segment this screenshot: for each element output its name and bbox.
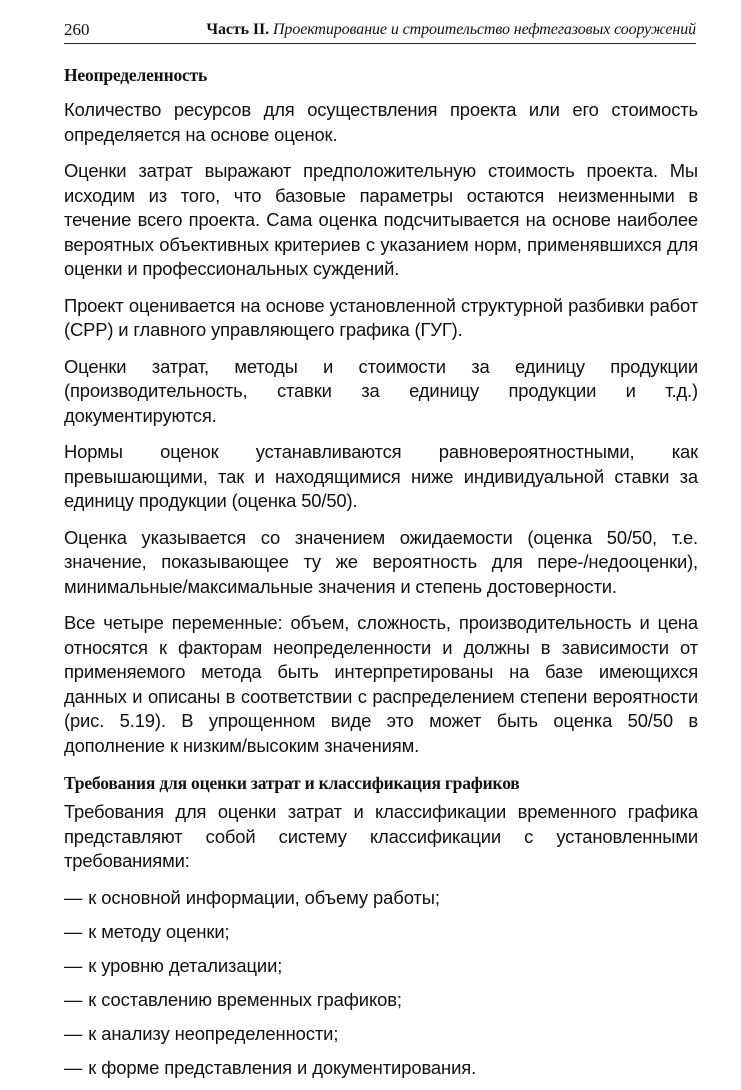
section-heading: Неопределенность bbox=[64, 65, 208, 85]
page-content bbox=[64, 62, 698, 1090]
list-item-text: к методу оценки; bbox=[88, 920, 230, 942]
part-label: Часть II. bbox=[206, 21, 270, 38]
list-dash: — bbox=[64, 886, 83, 908]
part-title: Проектирование и строительство нефтегазовых сооружений bbox=[272, 21, 696, 38]
paragraph: Требования для оценки затрат и классификации временного графика представляют собой систему классификации с установленными требованиями: bbox=[64, 801, 698, 871]
list-item-text: к форме представления и документирования. bbox=[88, 1056, 477, 1078]
requirements-list bbox=[64, 886, 698, 1080]
list-item bbox=[64, 1022, 698, 1046]
paragraph: Проект оценивается на основе установленной структурной разбивки работ (СРР) и главного управляющего графика (ГУГ). bbox=[64, 294, 698, 340]
running-title bbox=[206, 19, 696, 41]
paragraph: Оценки затрат выражают предположительную стоимость проекта. Мы исходим из того, что базовые параметры остаются неизменными в течение всего проекта. Сама оценка подсчитывается на основе наиболее вероятных объективных критериев с указанием норм, применявшихся для оценки и профессиональных суждений. bbox=[64, 160, 698, 279]
list-item-text: к составлению временных графиков; bbox=[88, 988, 402, 1010]
list-item bbox=[64, 886, 698, 910]
running-header bbox=[64, 19, 696, 44]
list-item-text: к уровню детализации; bbox=[88, 954, 283, 976]
paragraph: Оценка указывается со значением ожидаемости (оценка 50/50, т.е. значение, показывающее ту же вероятность для пере-/недооценки), минимальные/максимальные значения и степень достоверности. bbox=[64, 526, 698, 597]
list-dash: — bbox=[64, 920, 83, 942]
list-dash: — bbox=[64, 1056, 83, 1078]
paragraph: Нормы оценок устанавливаются равновероятностными, как превышающими, так и находящимися ниже индивидуальной ставки за единицу продукции (оценка 50/50). bbox=[64, 441, 698, 511]
list-item bbox=[64, 920, 698, 944]
section-heading: Требования для оценки затрат и классификация графиков bbox=[64, 773, 520, 793]
list-item bbox=[64, 954, 698, 978]
list-item-text: к анализу неопределенности; bbox=[88, 1022, 339, 1044]
paragraph: Оценки затрат, методы и стоимости за единицу продукции (производительность, ставки за единицу продукции и т.д.) документируются. bbox=[64, 355, 698, 426]
list-item-text: к основной информации, объему работы; bbox=[88, 886, 440, 908]
list-item bbox=[64, 1056, 698, 1080]
list-dash: — bbox=[64, 1022, 83, 1044]
list-dash: — bbox=[64, 954, 83, 976]
list-dash: — bbox=[64, 988, 83, 1010]
page-number: 260 bbox=[64, 20, 90, 39]
list-item bbox=[64, 988, 698, 1012]
paragraph: Все четыре переменные: объем, сложность, производительность и цена относятся к факторам неопределенности и должны в зависимости от применяемого метода быть интерпретированы на базе имеющихся данных и описаны в соответствии с распределением степени вероятности (рис. 5.19). В упрощенном виде это может быть оценка 50/50 в дополнение к низким/высоким значениям. bbox=[64, 612, 698, 756]
paragraph: Количество ресурсов для осуществления проекта или его стоимость определяется на основе оценок. bbox=[64, 99, 698, 145]
